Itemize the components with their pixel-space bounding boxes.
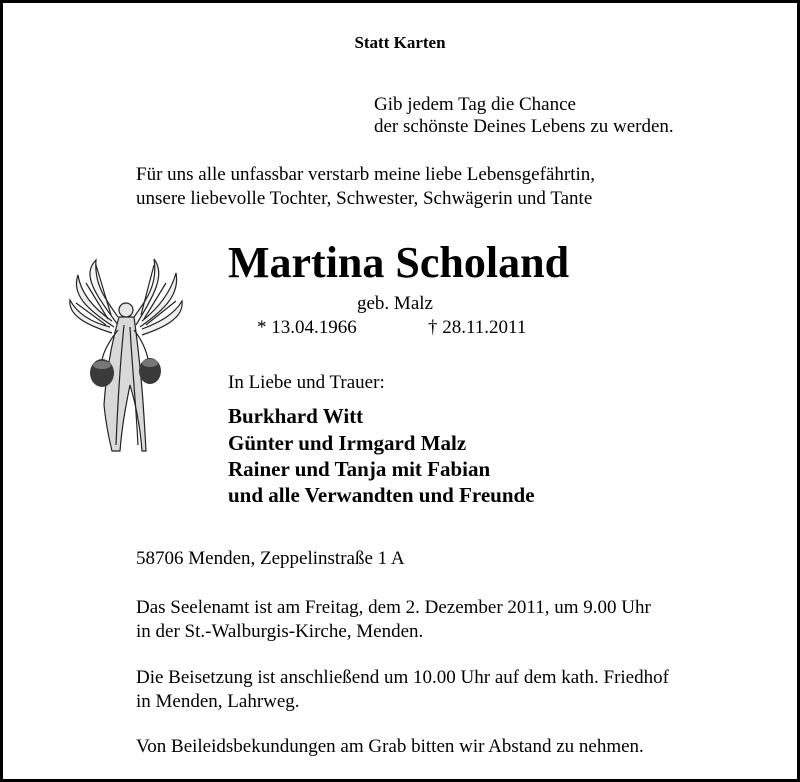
angel-icon xyxy=(66,255,186,455)
mourner-name: Rainer und Tanja mit Fabian xyxy=(228,457,491,481)
intro-line-1: Für uns alle unfassbar verstarb meine liebe Lebensgefährtin, xyxy=(136,164,596,185)
closing-note: Von Beileidsbekundungen am Grab bitten wir Abstand zu nehmen. xyxy=(136,736,644,757)
family-address: 58706 Menden, Zeppelinstraße 1 A xyxy=(136,548,405,569)
deceased-maiden-name: geb. Malz xyxy=(357,293,433,314)
mourner-name: und alle Verwandten und Freunde xyxy=(228,483,535,507)
motto-line-1: Gib jedem Tag die Chance xyxy=(374,94,576,115)
death-date: † 28.11.2011 xyxy=(428,317,527,338)
mass-line-1: Das Seelenamt ist am Freitag, dem 2. Dezember 2011, um 9.00 Uhr xyxy=(136,597,651,618)
motto-line-2: der schönste Deines Lebens zu werden. xyxy=(374,116,674,137)
deceased-name: Martina Scholand xyxy=(228,238,570,287)
burial-line-1: Die Beisetzung ist anschließend um 10.00 Uhr auf dem kath. Friedhof xyxy=(136,667,669,688)
mourners-heading: In Liebe und Trauer: xyxy=(228,372,385,393)
birth-date: * 13.04.1966 xyxy=(257,317,357,338)
burial-line-2: in Menden, Lahrweg. xyxy=(136,691,300,712)
mass-line-2: in der St.-Walburgis-Kirche, Menden. xyxy=(136,621,424,642)
mourner-name: Günter und Irmgard Malz xyxy=(228,431,467,455)
intro-line-2: unsere liebevolle Tochter, Schwester, Schwägerin und Tante xyxy=(136,188,593,209)
mourner-name: Burkhard Witt xyxy=(228,404,364,428)
header-title: Statt Karten xyxy=(354,33,446,52)
